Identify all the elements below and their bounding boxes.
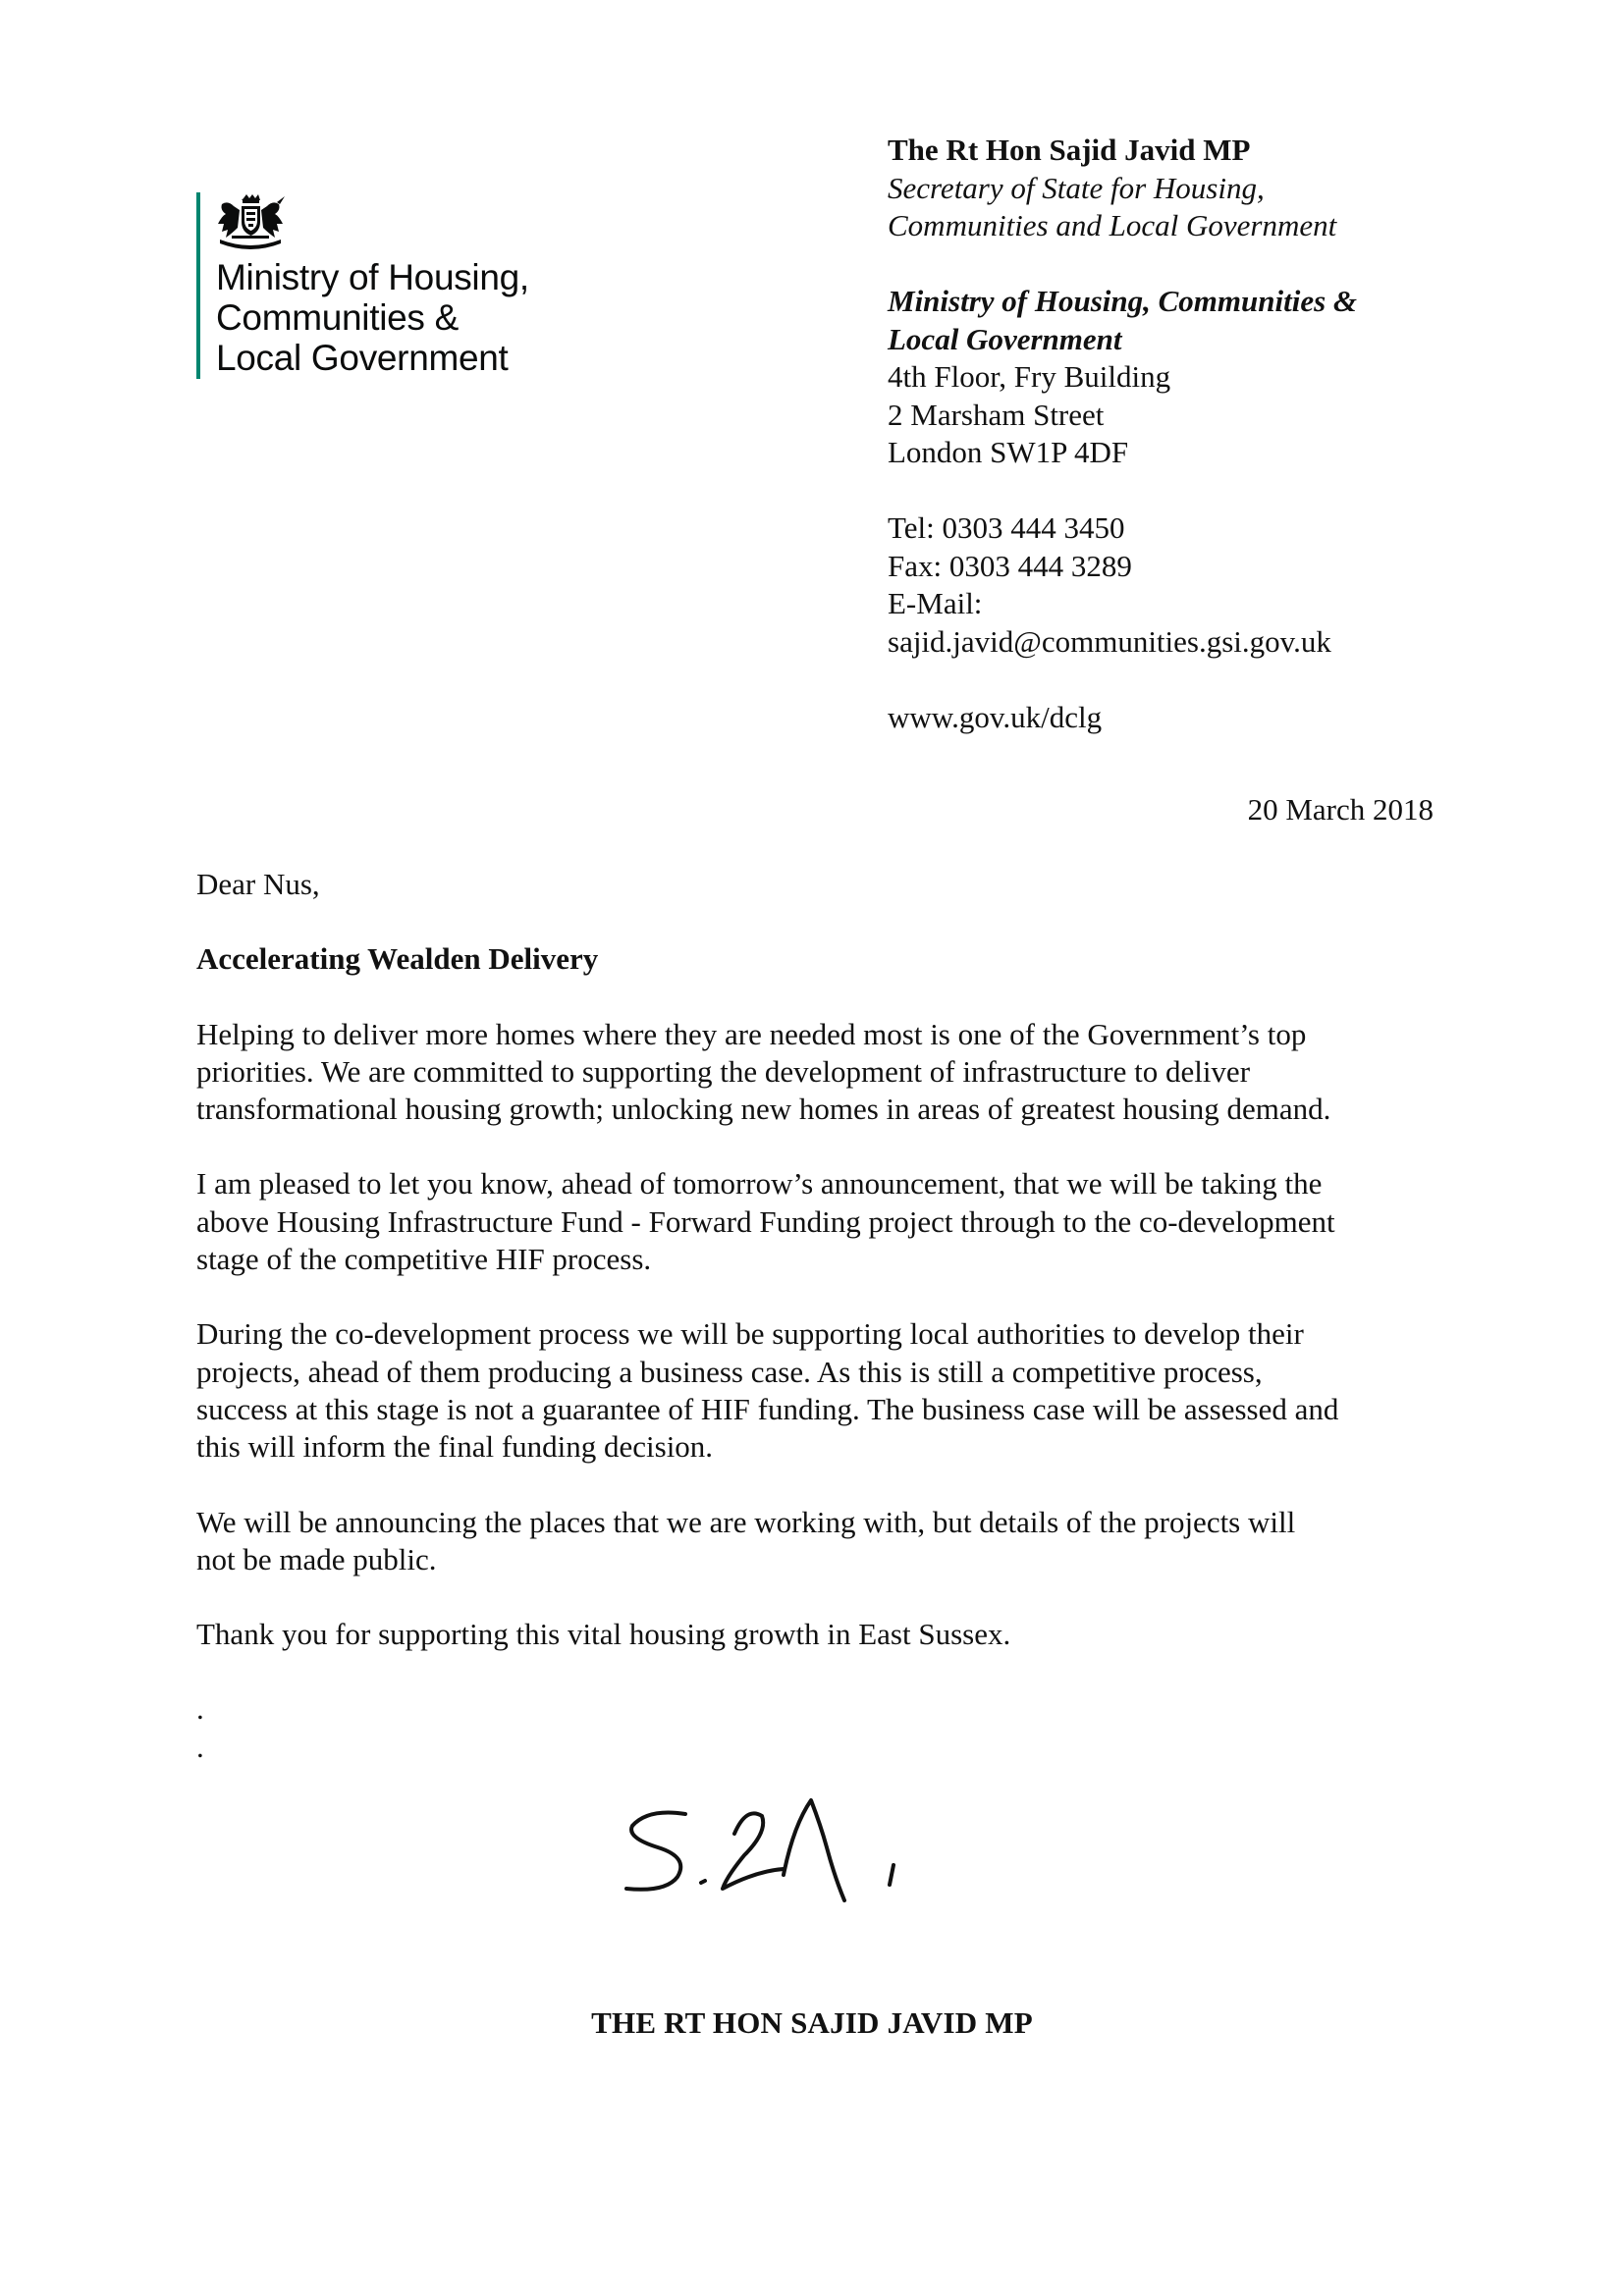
paragraph-line: success at this stage is not a guarantee of HIF funding. The business case will be assessed and [196, 1391, 1339, 1426]
royal-coat-of-arms-icon [214, 194, 287, 249]
sender-address-block [888, 132, 1357, 736]
paragraph-line: During the co-development process we will be supporting local authorities to develop their [196, 1316, 1304, 1352]
sender-address-line-2: 2 Marsham Street [888, 397, 1105, 432]
sender-tel: Tel: 0303 444 3450 [888, 510, 1125, 545]
paragraph-line: priorities. We are committed to supporting the development of infrastructure to deliver [196, 1053, 1251, 1089]
letter-subject: Accelerating Wealden Delivery [196, 941, 599, 977]
paragraph-line: not be made public. [196, 1541, 437, 1576]
paragraph-line: transformational housing growth; unlocking new homes in areas of greatest housing demand. [196, 1092, 1331, 1127]
sender-website: www.gov.uk/dclg [888, 699, 1103, 734]
spacer-dot: . [196, 1729, 204, 1764]
closing-line: Thank you for supporting this vital housing growth in East Sussex. [196, 1617, 1011, 1652]
ministry-name [216, 257, 529, 378]
paragraph-line: I am pleased to let you know, ahead of tomorrow’s announcement, that we will be taking the [196, 1166, 1323, 1201]
sender-fax: Fax: 0303 444 3289 [888, 548, 1132, 583]
paragraph-line: Helping to deliver more homes where they are needed most is one of the Government’s top [196, 1016, 1307, 1051]
ministry-name-line-2: Communities & [216, 297, 459, 338]
paragraph-line: projects, ahead of them producing a business case. As this is still a competitive process, [196, 1354, 1263, 1389]
sender-title-line-1: Secretary of State for Housing, [888, 170, 1265, 205]
spacer-dot: . [196, 1691, 204, 1727]
sender-name: The Rt Hon Sajid Javid MP [888, 133, 1251, 167]
sender-email-label: E-Mail: [888, 586, 983, 620]
sender-org-line-1: Ministry of Housing, Communities & [888, 284, 1358, 318]
paragraph-line: this will inform the final funding decision. [196, 1429, 714, 1465]
sender-address-line-3: London SW1P 4DF [888, 435, 1129, 469]
paragraph-line: We will be announcing the places that we are working with, but details of the projects will [196, 1504, 1296, 1539]
letter-body [196, 866, 1443, 1766]
paragraph-1 [196, 1016, 1443, 1129]
salutation: Dear Nus, [196, 867, 320, 901]
sender-address-line-1: 4th Floor, Fry Building [888, 359, 1171, 394]
sender-title-line-2: Communities and Local Government [888, 208, 1337, 242]
logo-rule [196, 192, 200, 379]
letter-date: 20 March 2018 [1247, 792, 1434, 827]
ministry-name-line-1: Ministry of Housing, [216, 257, 529, 297]
paragraph-line: stage of the competitive HIF process. [196, 1242, 652, 1277]
paragraph-line: above Housing Infrastructure Fund - Forward Funding project through to the co-development [196, 1203, 1335, 1239]
ministry-name-line-3: Local Government [216, 338, 509, 378]
paragraph-4 [196, 1504, 1443, 1579]
sender-org-line-2: Local Government [888, 321, 1122, 356]
handwritten-signature [619, 1787, 1011, 1953]
signatory-name: THE RT HON SAJID JAVID MP [591, 2005, 1033, 2040]
paragraph-3 [196, 1315, 1443, 1466]
paragraph-2 [196, 1165, 1443, 1278]
ministry-logo [196, 192, 609, 383]
sender-email: sajid.javid@communities.gsi.gov.uk [888, 623, 1331, 659]
